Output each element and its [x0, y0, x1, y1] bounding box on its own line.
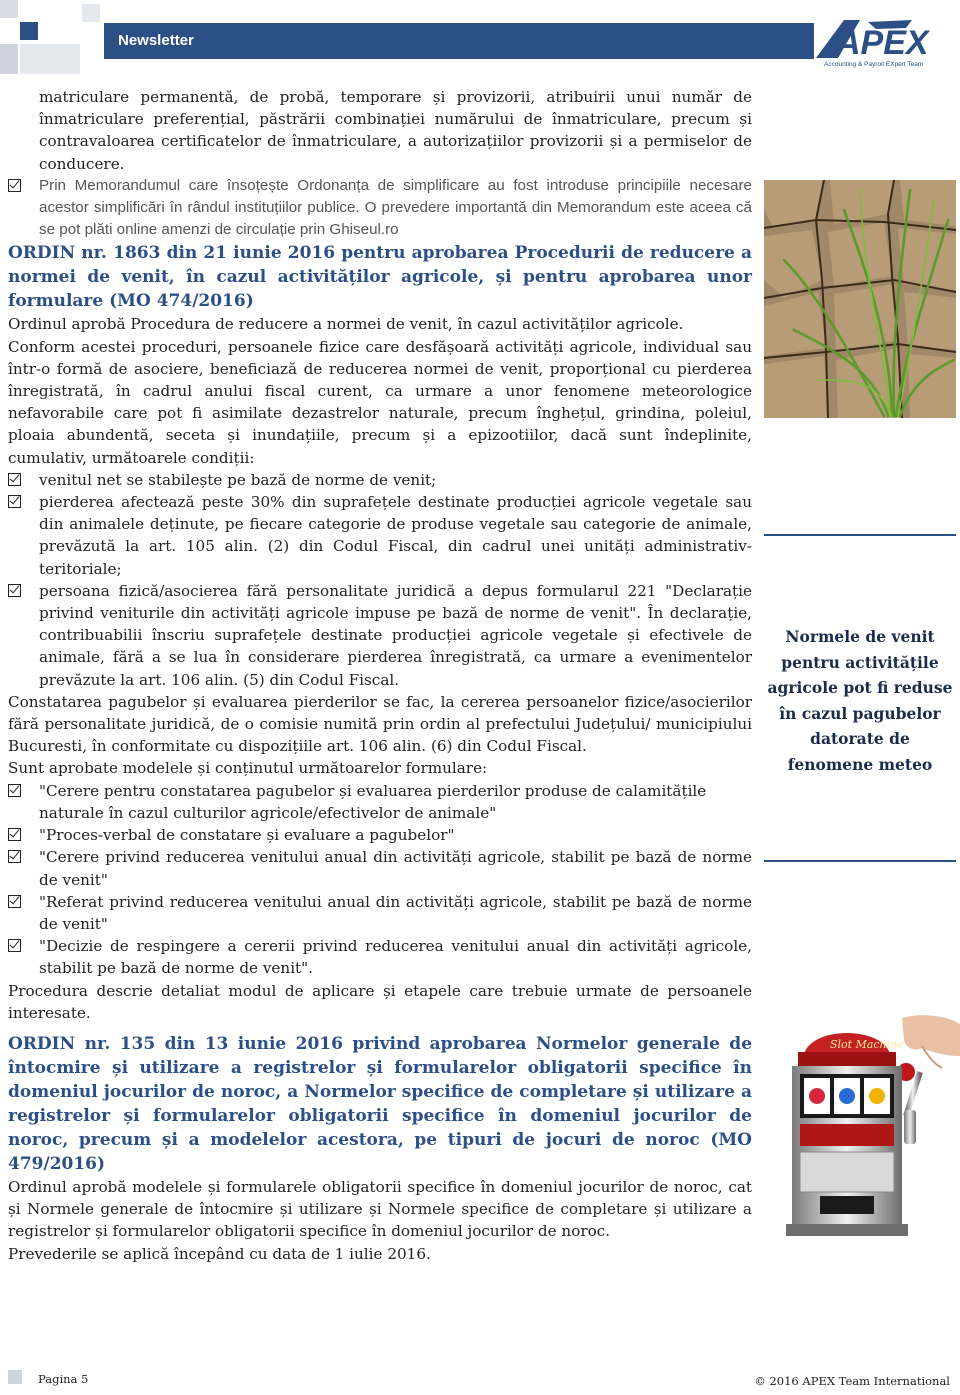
decor-square: [20, 44, 80, 74]
page-number: Pagina 5: [38, 1372, 89, 1386]
slot-brand-text: Slot Machine: [830, 1038, 904, 1051]
paragraph: Ordinul aprobă Procedura de reducere a normei de venit, în cazul activităților agricole.: [8, 315, 684, 334]
memo-item-text-continued: O prevedere importantă din Memorandum este aceea că se pot plăti online amenzi de circulație prin Ghiseul.ro: [39, 199, 752, 239]
header-decoration: [0, 0, 110, 80]
newsletter-title: Newsletter: [104, 23, 804, 59]
intro-continuation: matriculare permanentă, de probă, temporare și provizorii, atribuirii unui număr de înmatriculare preferențial, păstrării combinației numărului de înmatriculare, precum și contravaloarea certificatelor de înmatriculare, a autorizațiilor provizorii și a permiselor de conducere.: [39, 88, 752, 173]
memo-item: [8, 175, 752, 242]
list-item: "Referat privind reducerea venitului anual din activități agricole, stabilit pe bază de norme de venit": [8, 891, 752, 935]
checkbox-icon: [8, 495, 21, 508]
sidebar-pull-quote: Normele de venit pentru activitățile agricole pot fi reduse în cazul pagubelor datorate de fenomene meteo: [767, 627, 953, 774]
footer-copyright: © 2016 APEX Team International: [754, 1374, 950, 1388]
logo-wordmark: APEX: [836, 24, 929, 62]
sidebar-rule-bottom: [764, 860, 956, 862]
slot-machine-photo: [772, 1012, 960, 1240]
decor-square: [20, 22, 38, 40]
checkbox-icon: [8, 584, 21, 597]
checkbox-icon: [8, 895, 21, 908]
ordin-135-heading: [8, 1032, 752, 1176]
list-item: "Proces-verbal de constatare și evaluare a pagubelor": [8, 824, 752, 846]
paragraph: Sunt aprobate modelele și conținutul următoarelor formulare:: [8, 759, 488, 778]
checkbox-icon: [8, 939, 21, 952]
paragraph: Conform acestei proceduri, persoanele fizice care desfășoară activități agricole, individual sau într-o formă de asociere, beneficiază de reducerea normei de venit, proporțional cu pierderea înregistrată, în cadrul anului fiscal curent, ca urmare a unor fenomene meteorologice nefavorabile care pot fi asimilate dezastrelor naturale, precum înghețul, grindina, poleiul, ploaia abundentă, seceta și inundațiile, precum și a epizootiilor, dacă sunt îndeplinite, cumulativ, următoarele condiții:: [8, 337, 752, 467]
list-item: "Cerere privind reducerea venitului anual din activități agricole, stabilit pe bază de norme de venit": [8, 846, 752, 890]
sidebar-rule-top: [764, 534, 956, 536]
checkbox-icon: [8, 784, 21, 797]
memo-item-text: Prin Memorandumul care însoțește Ordonanța de simplificare au fost introduse principiile necesare acestor simplificări în rândul instituțiilor publice.: [39, 176, 752, 217]
decor-square: [0, 44, 18, 74]
list-item: venitul net se stabilește pe bază de norme de venit;: [8, 469, 752, 491]
decor-square: [0, 0, 18, 18]
list-item: "Decizie de respingere a cererii privind reducerea venitului anual din activități agricole, stabilit pe bază de norme de venit".: [8, 935, 752, 979]
ordin-label: ORDIN nr.: [8, 1033, 111, 1054]
conditions-list: [8, 469, 752, 691]
paragraph: Prevederile se aplică începând cu data de 1 iulie 2016.: [8, 1244, 431, 1263]
list-item: persoana fizică/asocierea fără personalitate juridică a depus formularul 221 "Declarație privind veniturile din activități agricole impuse pe bază de norme de venit". În declarație, contribuabilii înscriu suprafețele destinate producției agricole vegetale și efectivele de animale, fără a se lua în considerare pierderea înregistrată, ca urmare a evenimentelor prevăzute la art. 106 alin. (5) din Codul Fiscal.: [8, 580, 752, 691]
ordin-title: 135 din 13 iunie 2016 privind aprobarea Normelor generale de întocmire și utilizare a registrelor și formularelor obligatorii specifice în domeniul jocurilor de noroc, a Normelor specifice de completare și utilizare a registrelor și formularelor obligatorii specifice în domeniul jocurilor de noroc, precum și a modelelor acestora, pe tipuri de jocuri de noroc (MO 479/2016): [8, 1033, 753, 1174]
paragraph: Procedura descrie detaliat modul de aplicare și etapele care trebuie urmate de persoanele interesate.: [8, 981, 752, 1022]
ordin-label: ORDIN nr.: [8, 243, 107, 264]
apex-logo: [808, 14, 958, 70]
forms-list: [8, 780, 752, 980]
checkbox-icon: [8, 473, 21, 486]
article-body: [8, 86, 752, 1265]
list-item: pierderea afectează peste 30% din suprafețele destinate producției agricole vegetale sau din animalele deținute, pe fiecare categorie de produse vegetale sau categorie de animale, prevăzută la art. 105 alin. (2) din Codul Fiscal, din cadrul unei unități administrativ-teritoriale;: [8, 491, 752, 580]
list-item: "Cerere pentru constatarea pagubelor și evaluarea pierderilor produse de calamitățile naturale în cazul culturilor agricole/efectivelor de animale": [8, 780, 752, 824]
footer-square: [8, 1370, 22, 1384]
dry-cracked-soil-photo: [764, 180, 956, 418]
ordin-1863-heading: [8, 241, 752, 313]
decor-square: [82, 4, 100, 22]
paragraph: Ordinul aprobă modelele și formularele obligatorii specifice în domeniul jocurilor de noroc, cat și Normele generale de întocmire și utilizare și Normele specifice de completare și utilizare a registrelor și formularelor obligatorii specifice în domeniul jocurilor de noroc.: [8, 1177, 752, 1241]
ordin-title: 1863 din 21 iunie 2016 pentru aprobarea Procedurii de reducere a normei de venit, în cazul activităților agricole, și pentru aprobarea unor formulare (MO 474/2016): [8, 243, 753, 312]
paragraph: Constatarea pagubelor și evaluarea pierderilor se fac, la cererea persoanelor fizice/asocierilor fără personalitate juridică, de o comisie numită prin ordin al prefectului Județului/ municipiului Bucuresti, în conformitate cu dispozițiile art. 106 alin. (6) din Codul Fiscal.: [8, 692, 752, 756]
checkbox-icon: [8, 179, 21, 192]
checkbox-icon: [8, 850, 21, 863]
checkbox-icon: [8, 828, 21, 841]
logo-tagline: Accounting & Payroll EXpert Team: [824, 61, 924, 68]
